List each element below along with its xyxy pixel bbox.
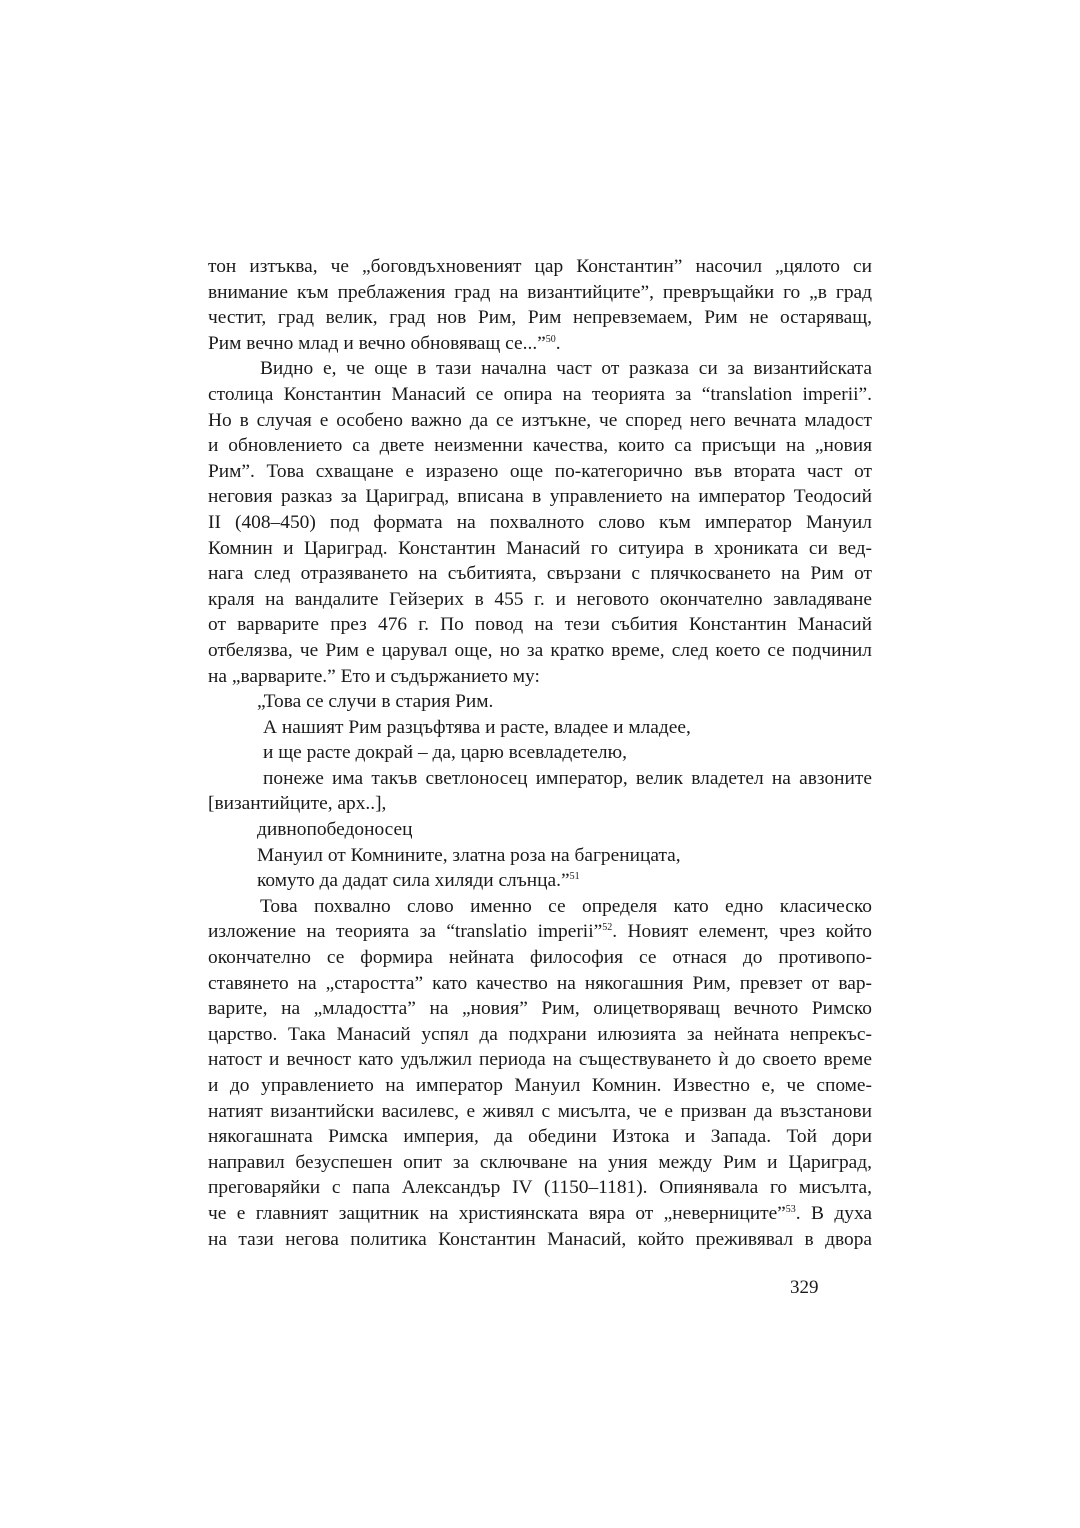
text-line-continuation: . Новият елемент, чрез който (612, 921, 872, 943)
text-line-content: на тази негова политика Константин Манасий, който преживявал в двора (208, 1228, 872, 1250)
text-line-content: внимание към преблажения град на византийците”, превръщайки го „в град (208, 281, 872, 303)
text-line-content: нага след отразяването на събитията, свързани с плячкосването на Рим от (208, 563, 872, 585)
text-line (208, 433, 872, 459)
text-line (208, 638, 872, 664)
text-line-content: [византийците, арх..], (208, 793, 387, 815)
text-line-content: дивнопобедоносец (257, 819, 413, 841)
text-line-content: Комнин и Цариград. Константин Манасий го ситуира в хрониката си вед- (208, 537, 872, 559)
text-line (208, 1227, 872, 1253)
text-line-content: честит, град велик, град нов Рим, Рим непревземаем, Рим не остаряващ, (208, 307, 872, 329)
text-line (208, 612, 872, 638)
text-line-content: натият византийски василевс, е живял с мисълта, че е призван да възстанови (208, 1100, 872, 1122)
footnote-ref: 51 (569, 871, 580, 883)
text-line-content: преговаряйки с папа Александър IV (1150–1181). Опиянявала го мисълта, (208, 1177, 872, 1199)
text-line-content: столица Константин Манасий се опира на теорията за “translation imperii”. (208, 383, 872, 405)
text-line-content: Видно е, че още в тази начална част от разказа си за византийската (260, 358, 872, 380)
text-line (208, 1047, 872, 1073)
text-line-content: варите, на „младостта” на „новия” Рим, олицетворяващ вечното Римско (208, 998, 872, 1020)
text-line (208, 382, 872, 408)
text-line (208, 587, 872, 613)
text-line-content: окончателно се формира нейната философия се отнася до противопо- (208, 947, 872, 969)
text-line-continuation: . (555, 332, 561, 354)
footnote-ref: 50 (545, 333, 556, 345)
text-line (208, 664, 872, 690)
text-line (208, 536, 872, 562)
text-line-content: ставянето на „старостта” като качество на някогашния Рим, превзет от вар- (208, 972, 872, 994)
text-line-content: царство. Така Манасий успял да подхрани илюзията за нейната непрекъс- (208, 1023, 872, 1045)
text-line (208, 971, 872, 997)
text-line-content: и до управлението на император Мануил Комнин. Известно е, че споме- (208, 1075, 872, 1096)
text-line (208, 1099, 872, 1125)
text-line (208, 689, 872, 715)
text-line (208, 356, 872, 382)
text-line-content: от варварите през 476 г. По повод на тези събития Константин Манасий (208, 614, 872, 636)
text-line-content: „Това се случи в стария Рим. (257, 691, 494, 713)
text-line (208, 996, 872, 1022)
text-line-content: някогашната Римска империя, да обедини Изтока и Запада. Той дори (208, 1126, 872, 1148)
text-line (208, 1201, 872, 1227)
text-line-content: Мануил от Комнините, златна роза на багреницата, (257, 844, 681, 866)
text-line-content: тон изтъква, че „боговдъхновеният цар Константин” насочил „цялото си (208, 256, 872, 277)
text-line (208, 919, 872, 945)
text-line (208, 254, 872, 280)
text-line (208, 484, 872, 510)
text-line-content: Рим вечно млад и вечно обновяващ се...” (208, 332, 546, 354)
text-line (208, 280, 872, 306)
text-line-content: комуто да дадат сила хиляди слънца.” (257, 870, 570, 892)
text-line (208, 1150, 872, 1176)
text-line-content: направил безуспешен опит за сключване на уния между Рим и Цариград, (208, 1151, 872, 1173)
text-line (208, 740, 872, 766)
text-line-content: II (408–450) под формата на похвалното слово към император Мануил (208, 511, 872, 533)
text-line-content: неговия разказ за Цариград, вписана в управлението на император Теодосий (208, 486, 872, 508)
text-line-content: отбелязва, че Рим е царувал още, но за кратко време, след което се подчинил (208, 639, 872, 661)
text-line (208, 408, 872, 434)
text-line-content: понеже има такъв светлоносец император, велик владетел на авзоните (263, 767, 872, 789)
text-line-content: на „варварите.” Ето и съдържанието му: (208, 665, 540, 687)
text-line (208, 1022, 872, 1048)
text-line (208, 868, 872, 894)
text-line-content: изложение на теорията за “translatio imperii” (208, 921, 603, 943)
text-line-content: че е главният защитник на християнската вяра от „неверниците” (208, 1202, 786, 1224)
text-line (208, 459, 872, 485)
text-line (208, 945, 872, 971)
text-line-content: натост и вечност като удължил периода на съществуването ѝ до своето време (208, 1049, 872, 1071)
text-line (208, 791, 872, 817)
text-line (208, 894, 872, 920)
text-line-content: и обновлението са двете неизменни качества, които са присъщи на „новия (208, 435, 872, 457)
text-line (208, 561, 872, 587)
footnote-ref: 52 (602, 922, 613, 934)
text-line-content: Това похвално слово именно се определя като едно класическо (260, 895, 872, 917)
text-line-continuation: . В духа (795, 1202, 872, 1224)
text-line-content: краля на вандалите Гейзерих в 455 г. и неговото окончателно завладяване (208, 588, 872, 610)
text-line (208, 715, 872, 741)
text-line (208, 1124, 872, 1150)
body-text (208, 254, 872, 1252)
text-line-content: А нашият Рим разцъфтява и расте, владее и младее, (263, 716, 691, 738)
text-line (208, 843, 872, 869)
text-line-content: и ще расте докрай – да, царю всевладетелю, (263, 742, 627, 764)
text-line (208, 305, 872, 331)
text-line-content: Рим”. Това схващане е изразено още по-категорично във втората част от (208, 460, 872, 482)
text-line (208, 331, 872, 357)
text-line (208, 817, 872, 843)
footnote-ref: 53 (785, 1203, 796, 1215)
text-line (208, 510, 872, 536)
text-line (208, 766, 872, 792)
text-line (208, 1073, 872, 1099)
page-number: 329 (790, 1277, 819, 1298)
text-line (208, 1175, 872, 1201)
text-line-content: Но в случая е особено важно да се изтъкне, че според него вечната младост (208, 409, 872, 431)
